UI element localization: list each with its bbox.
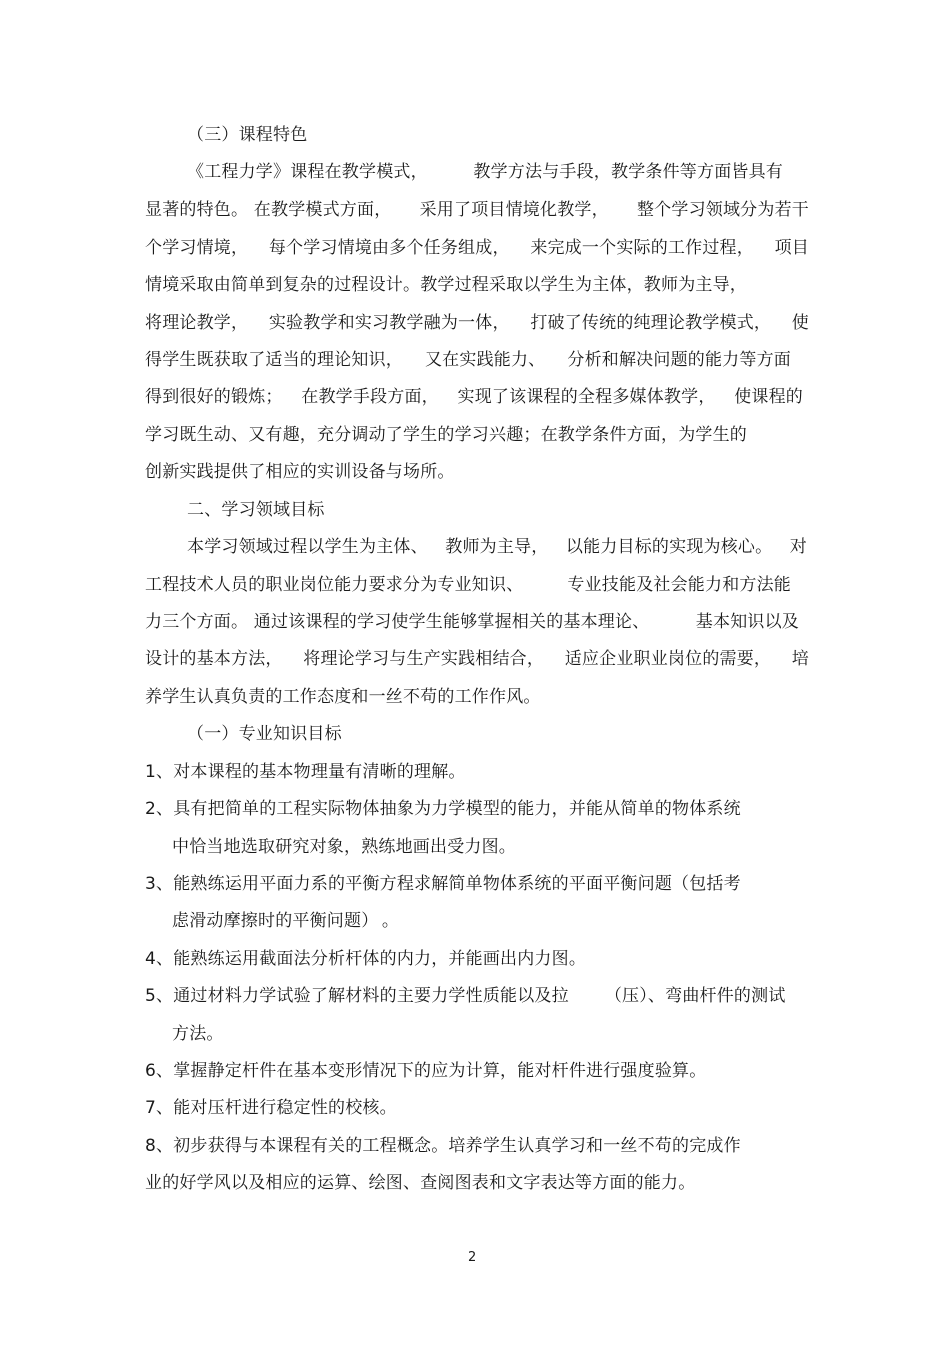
list-item-continuation: 方法。 — [172, 1024, 224, 1044]
list-item: 7、能对压杆进行稳定性的校核。 — [145, 1098, 397, 1118]
paragraph-line: 工程技术人员的职业岗位能力要求分为专业知识、 专业技能及社会能力和方法能 — [145, 575, 791, 595]
paragraph-line: 力三个方面。 通过该课程的学习使学生能够掌握相关的基本理论、 基本知识以及 — [145, 612, 799, 632]
list-item-number: 2、 — [145, 799, 174, 819]
list-item: 4、能熟练运用截面法分析杆体的内力，并能画出内力图。 — [145, 949, 587, 969]
paragraph-line: 情境采取由简单到复杂的过程设计。教学过程采取以学生为主体，教师为主导， — [145, 275, 747, 295]
list-item-number: 7、 — [145, 1098, 174, 1118]
paragraph-line: 设计的基本方法， 将理论学习与生产实践相结合， 适应企业职业岗位的需要， 培 — [145, 649, 809, 669]
list-item-continuation: 业的好学风以及相应的运算、绘图、查阅图表和文字表达等方面的能力。 — [145, 1173, 696, 1193]
paragraph-line: 个学习情境， 每个学习情境由多个任务组成， 来完成一个实际的工作过程， 项目 — [145, 238, 809, 258]
list-item: 3、能熟练运用平面力系的平衡方程求解简单物体系统的平面平衡问题（包括考 — [145, 874, 741, 894]
list-item: 8、初步获得与本课程有关的工程概念。培养学生认真学习和一丝不苟的完成作 — [145, 1136, 741, 1156]
list-item-number: 8、 — [145, 1136, 174, 1156]
paragraph-line: 学习既生动、又有趣，充分调动了学生的学习兴趣；在教学条件方面，为学生的 — [145, 425, 747, 445]
list-item: 6、掌握静定杆件在基本变形情况下的应为计算，能对杆件进行强度验算。 — [145, 1061, 707, 1081]
list-item: 2、具有把简单的工程实际物体抽象为力学模型的能力，并能从简单的物体系统 — [145, 799, 741, 819]
paragraph-line: 养学生认真负责的工作态度和一丝不苟的工作作风。 — [145, 687, 541, 707]
list-item-number: 1、 — [145, 762, 174, 782]
paragraph-line: 显著的特色。 在教学模式方面， 采用了项目情境化教学， 整个学习领域分为若干 — [145, 200, 809, 220]
paragraph-line: 《工程力学》课程在教学模式， 教学方法与手段，教学条件等方面皆具有 — [187, 162, 783, 182]
paragraph-line: 将理论教学， 实验教学和实习教学融为一体， 打破了传统的纯理论教学模式， 使 — [145, 313, 809, 333]
paragraph-line: 得学生既获取了适当的理论知识， 又在实践能力、 分析和解决问题的能力等方面 — [145, 350, 791, 370]
list-item: 5、通过材料力学试验了解材料的主要力学性质能以及拉 （压）、弯曲杆件的测试 — [145, 986, 786, 1006]
paragraph-line: 创新实践提供了相应的实训设备与场所。 — [145, 462, 455, 482]
page-number: 2 — [468, 1250, 477, 1265]
list-item-number: 4、 — [145, 949, 174, 969]
paragraph-line: 得到很好的锻炼； 在教学手段方面， 实现了该课程的全程多媒体教学， 使课程的 — [145, 387, 803, 407]
section-heading-learning-goals: 二、学习领域目标 — [187, 500, 325, 520]
list-item: 1、对本课程的基本物理量有清晰的理解。 — [145, 762, 466, 782]
section-heading-course-features: （三）课程特色 — [187, 125, 308, 145]
list-item-number: 5、 — [145, 986, 174, 1006]
paragraph-line: 本学习领域过程以学生为主体、 教师为主导， 以能力目标的实现为核心。 对 — [187, 537, 807, 557]
list-item-number: 3、 — [145, 874, 174, 894]
list-item-number: 6、 — [145, 1061, 174, 1081]
list-item-continuation: 虑滑动摩擦时的平衡问题） 。 — [172, 911, 400, 931]
list-item-continuation: 中恰当地选取研究对象，熟练地画出受力图。 — [172, 837, 516, 857]
section-heading-knowledge-goals: （一）专业知识目标 — [187, 724, 342, 744]
